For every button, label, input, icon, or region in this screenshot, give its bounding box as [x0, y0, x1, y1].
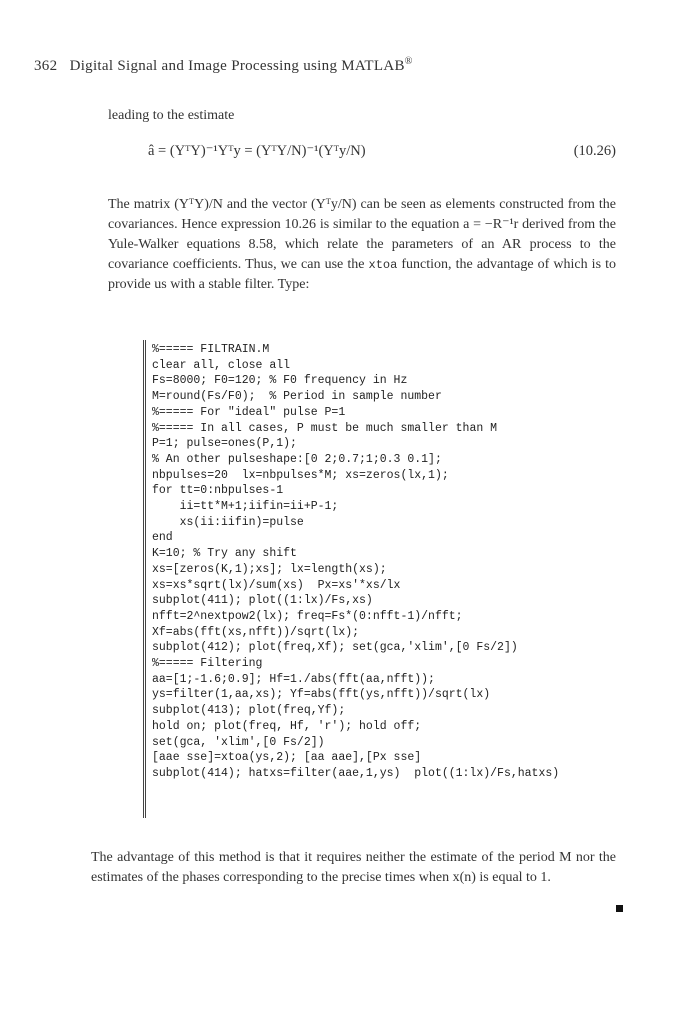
- code-line: % An other pulseshape:[0 2;0.7;1;0.3 0.1];: [152, 452, 442, 466]
- code-line: clear all, close all: [152, 358, 291, 372]
- code-block: [146, 340, 596, 782]
- code-line: for tt=0:nbpulses-1: [152, 484, 284, 498]
- code-line: %===== In all cases, P must be much smaller than M: [152, 421, 498, 435]
- code-line: nfft=2^nextpow2(lx); freq=Fs*(0:nfft-1)/nfft;: [152, 609, 463, 623]
- code-line: [aae sse]=xtoa(ys,2); [aa aae],[Px sse]: [152, 751, 422, 765]
- equation-number: (10.26): [573, 143, 616, 159]
- code-line: M=round(Fs/F0); % Period in sample number: [152, 390, 442, 404]
- paragraph-1: [108, 195, 616, 295]
- code-line: P=1; pulse=ones(P,1);: [152, 437, 297, 451]
- lead-text: leading to the estimate: [108, 108, 235, 123]
- paragraph-1-text-a: The matrix (YᵀY)/N and the vector (Yᵀy/N) can be seen as elements constructed from the covariances. Hence expression 10.26 is similar to the equation a = −R⁻¹r derived from the Yule-Walker equations 8.58, which relate the parameters of an AR process to the covariance coefficients. Thus, we can use the: [108, 197, 616, 272]
- paragraph-2: [91, 848, 616, 888]
- code-line: K=10; % Try any shift: [152, 547, 297, 561]
- code-line: xs(ii:iifin)=pulse: [152, 515, 304, 529]
- page-number: 362: [34, 58, 58, 74]
- code-line: %===== Filtering: [152, 657, 263, 671]
- code-line: aa=[1;-1.6;0.9]; Hf=1./abs(fft(aa,nfft));: [152, 672, 435, 686]
- trademark-symbol: ®: [404, 56, 413, 67]
- page-header: [34, 56, 654, 75]
- code-line: nbpulses=20 lx=nbpulses*M; xs=zeros(lx,1);: [152, 468, 449, 482]
- code-line: hold on; plot(freq, Hf, 'r'); hold off;: [152, 719, 422, 733]
- inline-code-xtoa: xtoa: [368, 258, 398, 272]
- code-line: subplot(414); hatxs=filter(aae,1,ys) plot((1:lx)/Fs,hatxs): [152, 766, 560, 780]
- end-of-example-mark: [616, 905, 623, 912]
- code-line: %===== For "ideal" pulse P=1: [152, 405, 346, 419]
- code-line: ys=filter(1,aa,xs); Yf=abs(fft(ys,nfft))/sqrt(lx): [152, 688, 491, 702]
- book-title: Digital Signal and Image Processing using MATLAB: [69, 58, 405, 74]
- code-line: set(gca, 'xlim',[0 Fs/2]): [152, 735, 325, 749]
- code-line: subplot(411); plot((1:lx)/Fs,xs): [152, 594, 373, 608]
- code-listing: [143, 340, 596, 818]
- paragraph-1-text-b: function, the advantage of which is to provide us with a stable filter. Type:: [108, 257, 616, 292]
- code-line: xs=[zeros(K,1);xs]; lx=length(xs);: [152, 562, 387, 576]
- code-line: %===== FILTRAIN.M: [152, 343, 270, 356]
- code-line: xs=xs*sqrt(lx)/sum(xs) Px=xs'*xs/lx: [152, 578, 401, 592]
- code-line: subplot(413); plot(freq,Yf);: [152, 704, 346, 718]
- paragraph-2-text: The advantage of this method is that it requires neither the estimate of the period M nor the estimates of the phases corresponding to the precise times when x(n) is equal to 1.: [91, 850, 616, 885]
- code-line: end: [152, 531, 173, 545]
- equation-formula: â = (YᵀY)⁻¹Yᵀy = (YᵀY/N)⁻¹(Yᵀy/N): [148, 143, 366, 159]
- equation-10-26: [108, 143, 616, 167]
- code-line: subplot(412); plot(freq,Xf); set(gca,'xlim',[0 Fs/2]): [152, 641, 518, 655]
- code-line: ii=tt*M+1;iifin=ii+P-1;: [152, 500, 339, 514]
- code-line: Xf=abs(fft(xs,nfft))/sqrt(lx);: [152, 625, 360, 639]
- code-line: Fs=8000; F0=120; % F0 frequency in Hz: [152, 374, 408, 388]
